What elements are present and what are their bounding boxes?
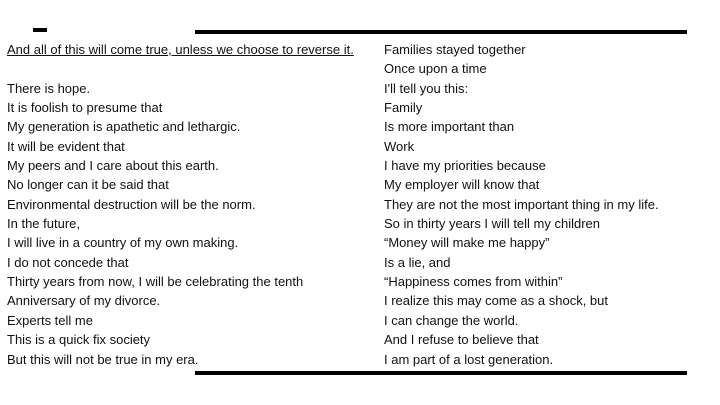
left-column xyxy=(7,40,354,369)
poem-line: No longer can it be said that xyxy=(7,177,169,193)
corner-mark xyxy=(33,28,47,32)
poem-line: Once upon a time xyxy=(384,61,487,77)
poem-line: In the future, xyxy=(7,216,80,232)
poem-line: I can change the world. xyxy=(384,312,519,328)
poem-line: This is a quick fix society xyxy=(7,332,151,348)
poem-line: I have my priorities because xyxy=(384,158,546,174)
poem-line: But this will not be true in my era. xyxy=(7,351,199,367)
poem-line: I realize this may come as a shock, but xyxy=(384,293,608,309)
poem-line: Anniversary of my divorce. xyxy=(7,293,161,309)
poem-line: My generation is apathetic and lethargic. xyxy=(7,119,241,135)
poem-line: I'll tell you this: xyxy=(384,80,469,96)
poem-line: Thirty years from now, I will be celebrating the tenth xyxy=(7,274,304,290)
poem-line: Environmental destruction will be the norm. xyxy=(7,196,256,212)
poem-line: There is hope. xyxy=(7,80,91,96)
poem-line: “Happiness comes from within” xyxy=(384,274,563,290)
poem-line: Family xyxy=(384,100,423,116)
poem-line: They are not the most important thing in my life. xyxy=(384,196,659,212)
top-rule xyxy=(195,30,687,34)
bottom-rule xyxy=(195,371,687,375)
poem-line: Work xyxy=(384,138,415,154)
poem-line: Families stayed together xyxy=(384,42,526,57)
poem-line: It will be evident that xyxy=(7,138,125,154)
poem-line: Experts tell me xyxy=(7,312,93,328)
right-column xyxy=(384,40,659,369)
poem-line: My peers and I care about this earth. xyxy=(7,158,219,174)
poem-line: I will live in a country of my own making. xyxy=(7,235,239,251)
poem-line: I do not concede that xyxy=(7,254,129,270)
poem-line: “Money will make me happy” xyxy=(384,235,550,251)
poem-line: My employer will know that xyxy=(384,177,540,193)
poem-line: And I refuse to believe that xyxy=(384,332,539,348)
poem-line: Is more important than xyxy=(384,119,515,135)
poem-line: Is a lie, and xyxy=(384,254,451,270)
poem-line: It is foolish to presume that xyxy=(7,100,163,116)
poem-line xyxy=(7,59,354,78)
poem-line: I am part of a lost generation. xyxy=(384,351,554,367)
poem-line: So in thirty years I will tell my children xyxy=(384,216,601,232)
left-column-heading: And all of this will come true, unless we choose to reverse it. xyxy=(7,42,354,57)
